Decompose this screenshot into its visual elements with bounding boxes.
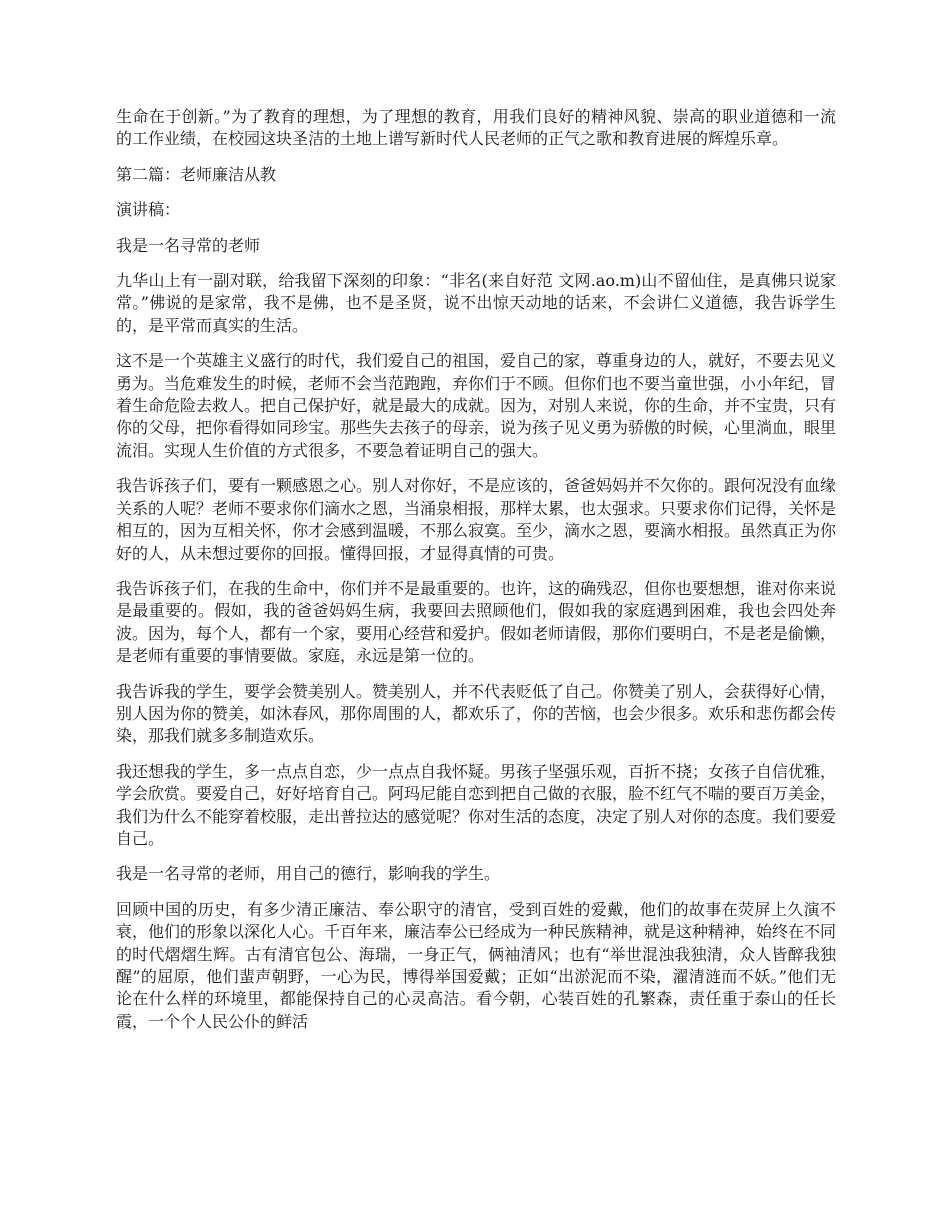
paragraph: 我还想我的学生，多一点点自恋，少一点点自我怀疑。男孩子坚强乐观，百折不挠；女孩子自信优雅，学会欣赏。要爱自己，好好培育自己。阿玛尼能自恋到把自己做的衣服，脸不红气不喘的要百万美金，我们为什么不能穿着校服，走出普拉达的感觉呢？你对生活的态度，决定了别人对你的态度。我们要爱自己。 — [116, 761, 837, 848]
paragraph-intro-ending: 生命在于创新。”为了教育的理想，为了理想的教育，用我们良好的精神风貌、崇高的职业道德和一流的工作业绩，在校园这块圣洁的土地上谱写新时代人民老师的正气之歌和教育进展的辉煌乐章。 — [116, 107, 836, 149]
paragraph: 回顾中国的历史，有多少清正廉洁、奉公职守的清官，受到百姓的爱戴，他们的故事在荧屏上久演不衰，他们的形象以深化人心。千百年来，廉洁奉公已经成为一种民族精神，就是这种精神，始终在不同的时代熠熠生辉。古有清官包公、海瑞，一身正气，俩袖清风；也有“举世混浊我独清，众人皆醉我独醒”的屈原，他们蜚声朝野，一心为民，博得举国爱戴；正如“出淤泥而不染，濯清涟而不妖。”他们无论在什么样的环境里，都能保持自己的心灵高洁。看今朝，心装百姓的孔繁森，责任重于泰山的任长霞，一个个人民公仆的鲜活 — [116, 899, 837, 1031]
document-page — [116, 106, 836, 1046]
paragraph: 我是一名寻常的老师，用自己的德行，影响我的学生。 — [116, 864, 501, 884]
paragraph: 我告诉我的学生，要学会赞美别人。赞美别人，并不代表贬低了自己。你赞美了别人，会获得好心情，别人因为你的赞美，如沐春风，那你周围的人，都欢乐了，你的苦恼，也会少很多。欢乐和悲伤都会传染，那我们就多多制造欢乐。 — [116, 681, 837, 746]
speech-label: 演讲稿： — [116, 200, 181, 220]
section-heading: 第二篇：老师廉洁从教 — [116, 164, 277, 184]
paragraph: 我告诉孩子们，在我的生命中，你们并不是最重要的。也许，这的确残忍，但你也要想想，谁对你来说是最重要的。假如，我的爸爸妈妈生病，我要回去照顾他们，假如我的家庭遇到困难，我也会四处奔波。因为，每个人，都有一个家，要用心经营和爱护。假如老师请假，那你们要明白，不是老是偷懒，是老师有重要的事情要做。家庭，永远是第一位的。 — [116, 578, 837, 666]
speech-title: 我是一名寻常的老师 — [116, 235, 261, 255]
paragraph: 我告诉孩子们，要有一颗感恩之心。别人对你好，不是应该的，爸爸妈妈并不欠你的。跟何况没有血缘关系的人呢？老师不要求你们滴水之恩，当涌泉相报，那样太累，也太强求。只要求你们记得，关怀是相互的，因为互相关怀，你才会感到温暖，不那么寂寞。至少，滴水之恩，要滴水相报。虽然真正为你好的人，从未想过要你的回报。懂得回报，才显得真情的可贵。 — [116, 476, 837, 563]
paragraph: 九华山上有一副对联，给我留下深刻的印象：“非名(来自好范 文网.ao.m)山不留仙住，是真佛只说家常。”佛说的是家常，我不是佛，也不是圣贤，说不出惊天动地的话来，不会讲仁义道德，我告诉学生的，是平常而真实的生活。 — [116, 271, 836, 335]
paragraph: 这不是一个英雄主义盛行的时代，我们爱自己的祖国，爱自己的家，尊重身边的人，就好，不要去见义勇为。当危难发生的时候，老师不会当范跑跑，弃你们于不顾。但你们也不要当童世强，小小年纪，冒着生命危险去救人。把自己保护好，就是最大的成就。因为，对别人来说，你的生命，并不宝贵，只有你的父母，把你看得如同珍宝。那些失去孩子的母亲，说为孩子见义勇为骄傲的时候，心里淌血，眼里流泪。实现人生价值的方式很多，不要急着证明自己的强大。 — [116, 351, 837, 460]
